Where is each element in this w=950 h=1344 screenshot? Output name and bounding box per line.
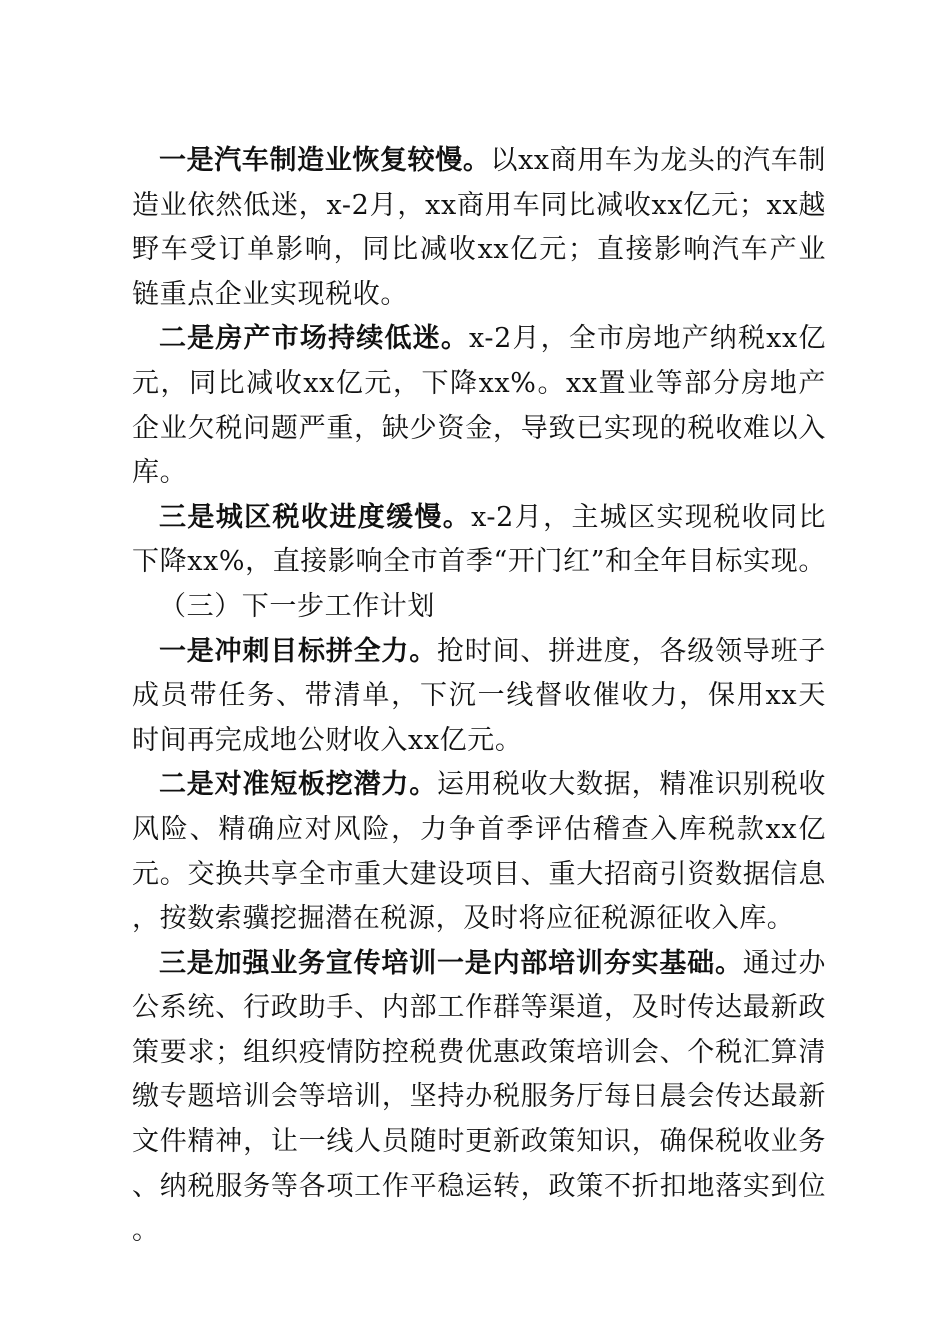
- paragraph-training-publicity: [132, 942, 826, 1254]
- document-body: [132, 139, 826, 1254]
- paragraph-sprint-target: [132, 630, 826, 764]
- paragraph-lead: 二是对准短板挖潜力。: [159, 769, 437, 801]
- section-heading: （三）下一步工作计划: [159, 590, 435, 622]
- paragraph-text: 运用税收大数据，精准识别税收风险、精确应对风险，力争首季评估稽查入库税款xx亿元。交换共享全市重大建设项目、重大招商引资数据信息，按数索骥挖掘潜在税源，及时将应征税源征收入库。: [132, 769, 826, 935]
- paragraph-lead: 二是房产市场持续低迷。: [159, 323, 470, 355]
- paragraph-urban-tax-progress: [132, 496, 826, 585]
- paragraph-text: x-2月，主城区实现税收同比下降xx%，直接影响全市首季“开门红”和全年目标实现。: [132, 501, 826, 578]
- paragraph-text: 以xx商用车为龙头的汽车制造业依然低迷，x-2月，xx商用车同比减收xx亿元；xx越野车受订单影响，同比减收xx亿元；直接影响汽车产业链重点企业实现税收。: [132, 145, 826, 310]
- paragraph-weakness-potential: [132, 763, 826, 941]
- paragraph-real-estate: [132, 317, 826, 495]
- paragraph-lead: 三是城区税收进度缓慢。: [159, 501, 472, 533]
- paragraph-lead: 一是汽车制造业恢复较慢。: [159, 145, 491, 176]
- paragraph-text: x-2月，全市房地产纳税xx亿元，同比减收xx亿元，下降xx%。xx置业等部分房地产企业欠税问题严重，缺少资金，导致已实现的税收难以入库。: [132, 323, 826, 489]
- paragraph-text: 抢时间、拼进度，各级领导班子成员带任务、带清单，下沉一线督收催收力，保用xx天时间再完成地公财收入xx亿元。: [132, 635, 826, 756]
- paragraph-lead: 三是加强业务宣传培训一是内部培训夯实基础。: [159, 947, 743, 979]
- paragraph-text: 通过办公系统、行政助手、内部工作群等渠道，及时传达最新政策要求；组织疫情防控税费优惠政策培训会、个税汇算清缴专题培训会等培训，坚持办税服务厅每日晨会传达最新文件精神，让一线人员随时更新政策知识，确保税收业务、纳税服务等各项工作平稳运转，政策不折扣地落实到位。: [132, 947, 826, 1247]
- paragraph-lead: 一是冲刺目标拼全力。: [159, 635, 437, 667]
- paragraph-auto-manufacturing: [132, 139, 826, 317]
